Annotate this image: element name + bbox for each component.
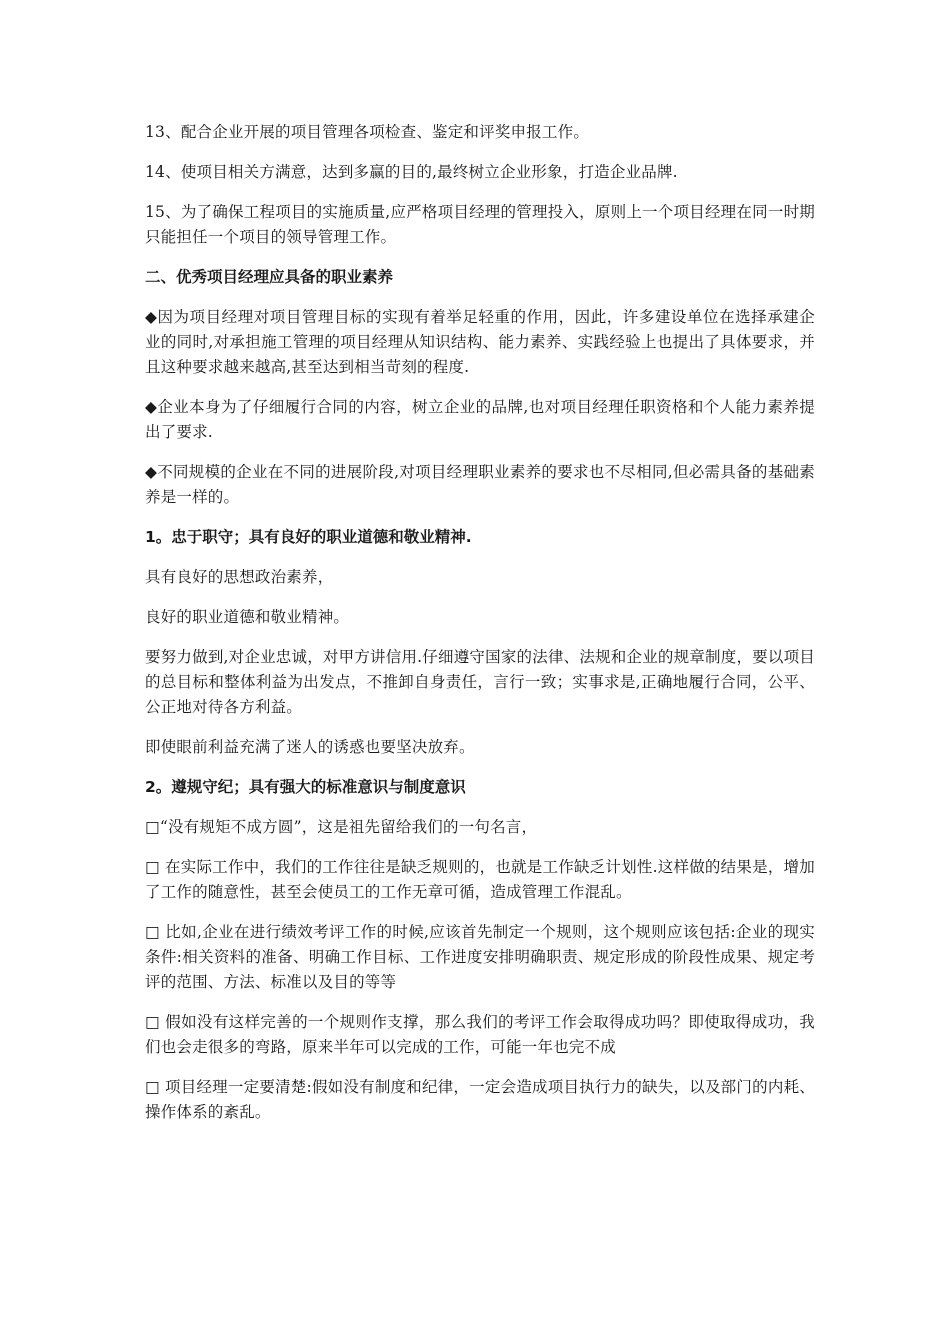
square-bullet-paragraph: □ 比如,企业在进行绩效考评工作的时候,应该首先制定一个规则，这个规则应该包括:企业的现实条件:相关资料的准备、明确工作目标、工作进度安排明确职责、规定形成的阶段性成果、规定考评的范围、方法、标准以及目的等等	[145, 923, 815, 991]
square-bullet-paragraph: □ 假如没有这样完善的一个规则作支撑，那么我们的考评工作会取得成功吗？即使取得成功，我们也会走很多的弯路，原来半年可以完成的工作，可能一年也完不成	[145, 1013, 815, 1056]
text-paragraph: 即使眼前利益充满了迷人的诱惑也要坚决放弃。	[145, 738, 475, 756]
text-paragraph: 良好的职业道德和敬业精神。	[145, 608, 350, 626]
paragraph-15: 15、为了确保工程项目的实施质量,应严格项目经理的管理投入，原则上一个项目经理在同一时期只能担任一个项目的领导管理工作。	[145, 203, 815, 246]
subheading-2: 2。遵规守纪；具有强大的标准意识与制度意识	[145, 778, 466, 796]
text-paragraph: 具有良好的思想政治素养，	[145, 568, 334, 586]
document-body	[145, 120, 815, 1140]
paragraph-14: 14、使项目相关方满意，达到多赢的目的,最终树立企业形象，打造企业品牌.	[145, 163, 678, 181]
text-paragraph: 要努力做到,对企业忠诚，对甲方讲信用.仔细遵守国家的法律、法规和企业的规章制度，要以项目的总目标和整体利益为出发点，不推卸自身责任，言行一致；实事求是,正确地履行合同，公平、公正地对待各方利益。	[145, 648, 815, 716]
bullet-paragraph: ◆不同规模的企业在不同的进展阶段,对项目经理职业素养的要求也不尽相同,但必需具备的基础素养是一样的。	[145, 463, 815, 506]
section-heading-2: 二、优秀项目经理应具备的职业素养	[145, 268, 394, 286]
bullet-paragraph: ◆因为项目经理对项目管理目标的实现有着举足轻重的作用，因此，许多建设单位在选择承建企业的同时,对承担施工管理的项目经理从知识结构、能力素养、实践经验上也提出了具体要求，并且这种要求越来越高,甚至达到相当苛刻的程度.	[145, 308, 815, 376]
bullet-paragraph: ◆企业本身为了仔细履行合同的内容，树立企业的品牌,也对项目经理任职资格和个人能力素养提出了要求.	[145, 398, 815, 441]
square-bullet-paragraph: □ 项目经理一定要清楚:假如没有制度和纪律，一定会造成项目执行力的缺失，以及部门的内耗、操作体系的紊乱。	[145, 1078, 815, 1121]
square-bullet-paragraph: □“没有规矩不成方圆”，这是祖先留给我们的一句名言，	[145, 818, 538, 836]
square-bullet-paragraph: □ 在实际工作中，我们的工作往往是缺乏规则的，也就是工作缺乏计划性.这样做的结果是，增加了工作的随意性，甚至会使员工的工作无章可循，造成管理工作混乱。	[145, 858, 815, 901]
subheading-1: 1。忠于职守；具有良好的职业道德和敬业精神.	[145, 528, 472, 546]
paragraph-13: 13、配合企业开展的项目管理各项检查、鉴定和评奖申报工作。	[145, 123, 590, 141]
